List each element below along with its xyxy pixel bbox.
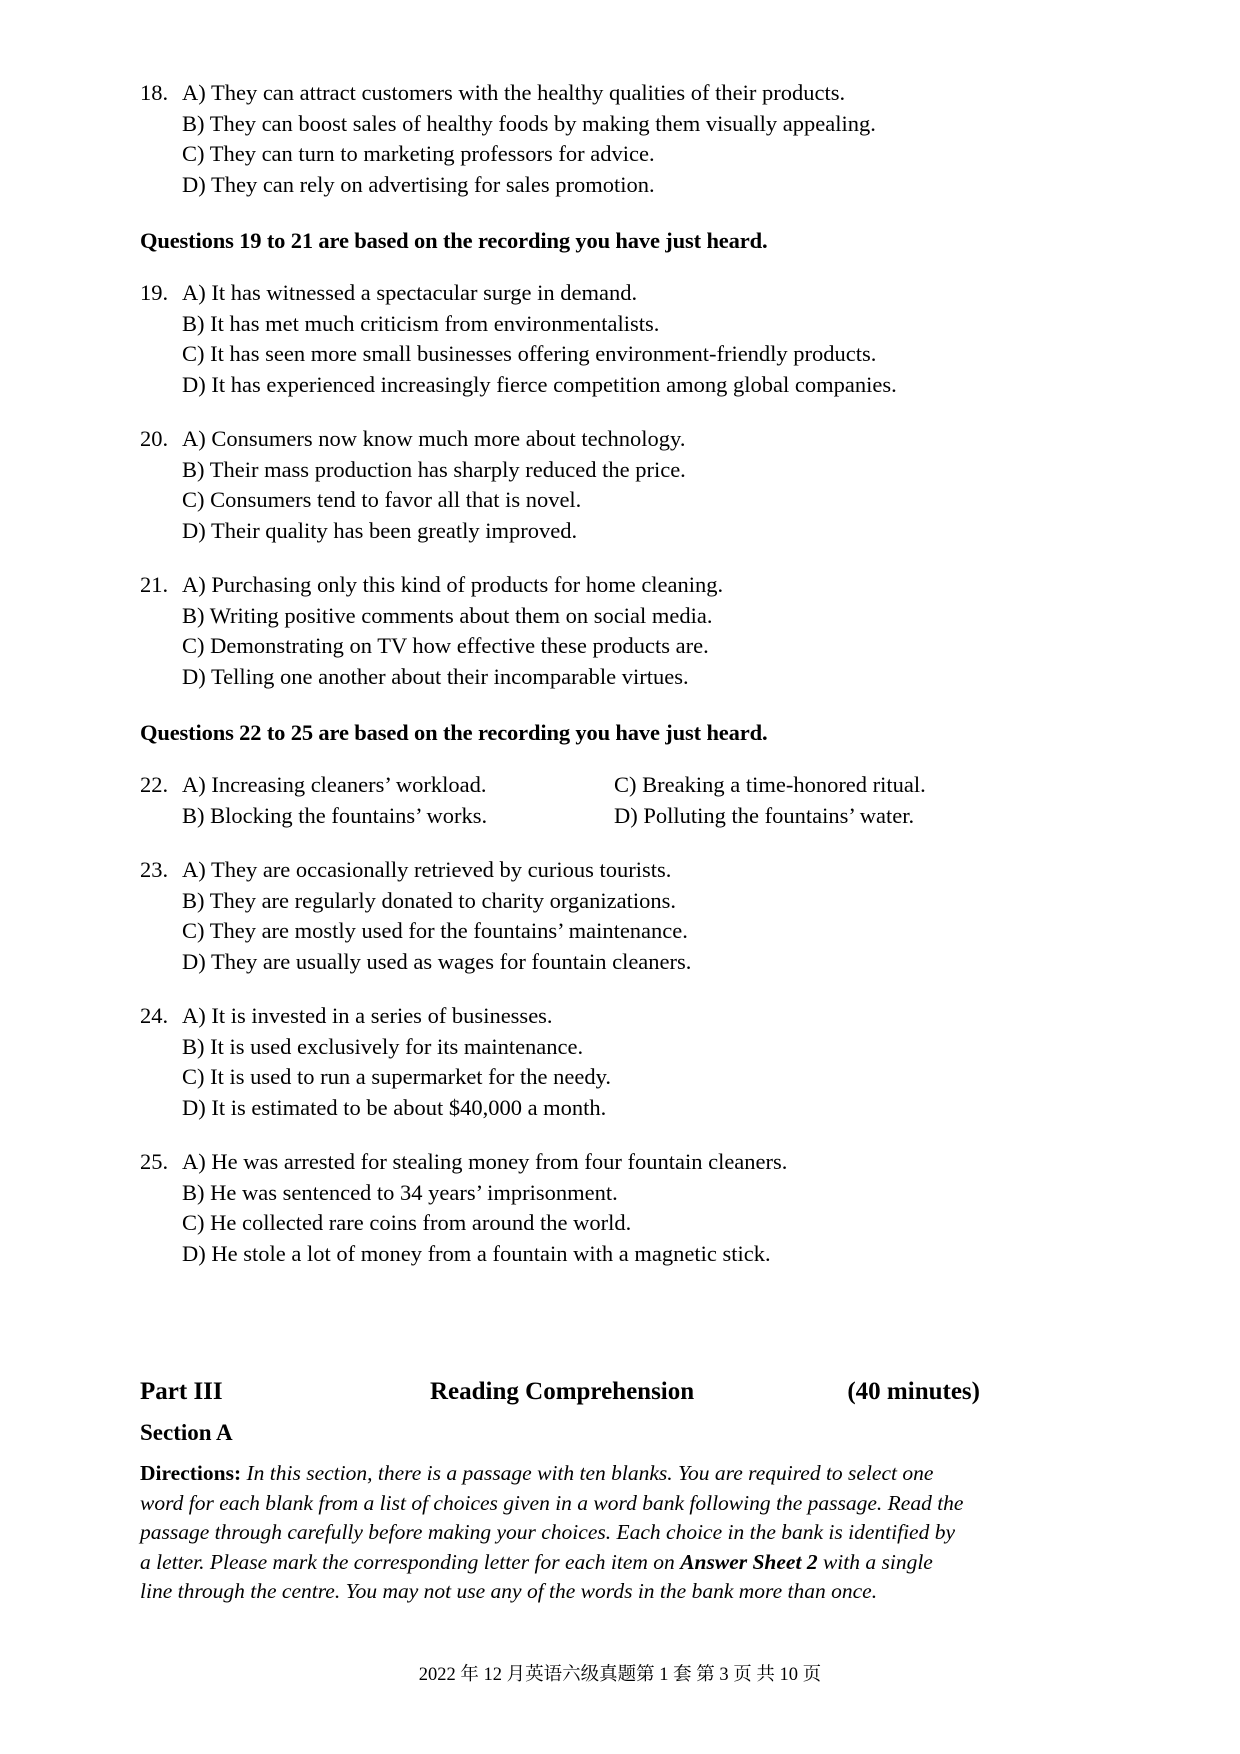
directions-line: line through the centre. You may not use any of the words in the bank more than once. bbox=[140, 1579, 878, 1603]
option-row bbox=[140, 1178, 980, 1209]
option-b: B) He was sentenced to 34 years’ imprisonment. bbox=[182, 1179, 618, 1205]
option-c: C) It has seen more small businesses offering environment-friendly products. bbox=[182, 341, 877, 366]
question-block-24 bbox=[140, 1001, 980, 1123]
option-row bbox=[140, 570, 980, 601]
option-row bbox=[140, 631, 980, 662]
option-row bbox=[140, 662, 980, 693]
section-heading: Section A bbox=[140, 1420, 233, 1445]
directions-line: a letter. Please mark the corresponding letter for each item on Answer Sheet 2 with a single bbox=[140, 1549, 933, 1574]
option-row bbox=[140, 78, 980, 109]
option-row bbox=[140, 455, 980, 486]
question-number: 25. bbox=[140, 1149, 169, 1174]
option-row bbox=[140, 1001, 980, 1032]
option-b: B) It is used exclusively for its maintenance. bbox=[182, 1033, 584, 1059]
option-c: C) Consumers tend to favor all that is novel. bbox=[182, 487, 582, 512]
option-d: D) Polluting the fountains’ water. bbox=[614, 802, 915, 828]
option-a: A) He was arrested for stealing money from four fountain cleaners. bbox=[182, 1149, 788, 1174]
option-row bbox=[140, 516, 980, 547]
option-a: A) They can attract customers with the healthy qualities of their products. bbox=[182, 80, 846, 105]
question-number: 22. bbox=[140, 772, 169, 797]
directions-line: In this section, there is a passage with ten blanks. You are required to select one bbox=[246, 1461, 934, 1485]
answer-sheet-reference: Answer Sheet 2 bbox=[680, 1549, 818, 1574]
option-c: C) They can turn to marketing professors for advice. bbox=[182, 141, 655, 166]
option-row bbox=[140, 485, 980, 516]
option-row bbox=[140, 424, 980, 455]
option-row bbox=[140, 109, 980, 140]
option-d: D) They are usually used as wages for fountain cleaners. bbox=[182, 948, 692, 974]
option-a: A) It is invested in a series of businesses. bbox=[182, 1003, 553, 1028]
part-label: Part III bbox=[140, 1378, 223, 1405]
directions-line: passage through carefully before making your choices. Each choice in the bank is identified by bbox=[140, 1520, 956, 1544]
option-row bbox=[140, 770, 980, 801]
option-d: D) Their quality has been greatly improved. bbox=[182, 517, 578, 543]
option-c: C) Breaking a time-honored ritual. bbox=[614, 772, 926, 797]
directions-paragraph bbox=[140, 1459, 980, 1607]
option-row bbox=[140, 139, 980, 170]
option-row bbox=[140, 886, 980, 917]
option-d: D) He stole a lot of money from a fountain with a magnetic stick. bbox=[182, 1240, 771, 1266]
option-a: A) Purchasing only this kind of products for home cleaning. bbox=[182, 572, 724, 597]
option-a: A) Increasing cleaners’ workload. bbox=[182, 772, 487, 797]
option-row bbox=[140, 339, 980, 370]
option-d: D) It is estimated to be about $40,000 a month. bbox=[182, 1094, 607, 1120]
option-c: C) He collected rare coins from around the world. bbox=[182, 1210, 632, 1235]
part-title: Reading Comprehension bbox=[430, 1378, 695, 1405]
option-d: D) Telling one another about their incomparable virtues. bbox=[182, 663, 689, 689]
option-c: C) They are mostly used for the fountains’ maintenance. bbox=[182, 918, 688, 943]
question-number: 21. bbox=[140, 572, 169, 597]
option-row bbox=[140, 1147, 980, 1178]
option-b: B) They are regularly donated to charity organizations. bbox=[182, 887, 677, 913]
option-row bbox=[140, 801, 980, 832]
option-a: A) It has witnessed a spectacular surge in demand. bbox=[182, 280, 638, 305]
option-b: B) Blocking the fountains’ works. bbox=[182, 802, 488, 828]
option-row bbox=[140, 947, 980, 978]
option-row bbox=[140, 309, 980, 340]
directions-body bbox=[140, 1461, 980, 1607]
option-row bbox=[140, 370, 980, 401]
question-block-18 bbox=[140, 78, 980, 200]
question-block-21 bbox=[140, 570, 980, 692]
option-d: D) They can rely on advertising for sales promotion. bbox=[182, 171, 655, 197]
option-b: B) Their mass production has sharply reduced the price. bbox=[182, 456, 686, 482]
directions-line: word for each blank from a list of choices given in a word bank following the passage. Read the bbox=[140, 1490, 964, 1515]
question-block-22 bbox=[140, 770, 980, 831]
directions-label: Directions: bbox=[140, 1461, 242, 1485]
option-c: C) Demonstrating on TV how effective these products are. bbox=[182, 633, 709, 658]
option-row bbox=[140, 1062, 980, 1093]
option-row bbox=[140, 601, 980, 632]
section-spacer bbox=[140, 1293, 980, 1375]
option-row bbox=[140, 1239, 980, 1270]
part-time-allowance: (40 minutes) bbox=[847, 1378, 980, 1405]
question-block-25 bbox=[140, 1147, 980, 1269]
option-a: A) They are occasionally retrieved by curious tourists. bbox=[182, 857, 672, 882]
option-row bbox=[140, 170, 980, 201]
option-row bbox=[140, 1208, 980, 1239]
option-row bbox=[140, 916, 980, 947]
option-row bbox=[140, 1032, 980, 1063]
questions-19-21-header: Questions 19 to 21 are based on the recording you have just heard. bbox=[140, 228, 768, 253]
option-b: B) Writing positive comments about them on social media. bbox=[182, 602, 713, 628]
option-b: B) It has met much criticism from environmentalists. bbox=[182, 310, 660, 336]
option-b: B) They can boost sales of healthy foods by making them visually appealing. bbox=[182, 110, 876, 136]
option-row bbox=[140, 1093, 980, 1124]
option-row bbox=[140, 855, 980, 886]
question-number: 18. bbox=[140, 80, 169, 105]
option-d: D) It has experienced increasingly fierce competition among global companies. bbox=[182, 371, 897, 397]
question-block-19 bbox=[140, 278, 980, 400]
questions-22-25-header: Questions 22 to 25 are based on the recording you have just heard. bbox=[140, 720, 768, 745]
question-number: 20. bbox=[140, 426, 169, 451]
question-number: 23. bbox=[140, 857, 169, 882]
option-c: C) It is used to run a supermarket for the needy. bbox=[182, 1064, 612, 1089]
part-heading bbox=[140, 1375, 980, 1409]
page-content bbox=[140, 78, 980, 1607]
question-block-23 bbox=[140, 855, 980, 977]
option-a: A) Consumers now know much more about technology. bbox=[182, 426, 686, 451]
page-footer: 2022 年 12 月英语六级真题第 1 套 第 3 页 共 10 页 bbox=[418, 1665, 822, 1685]
question-number: 24. bbox=[140, 1003, 169, 1028]
question-number: 19. bbox=[140, 280, 169, 305]
question-block-20 bbox=[140, 424, 980, 546]
option-row bbox=[140, 278, 980, 309]
